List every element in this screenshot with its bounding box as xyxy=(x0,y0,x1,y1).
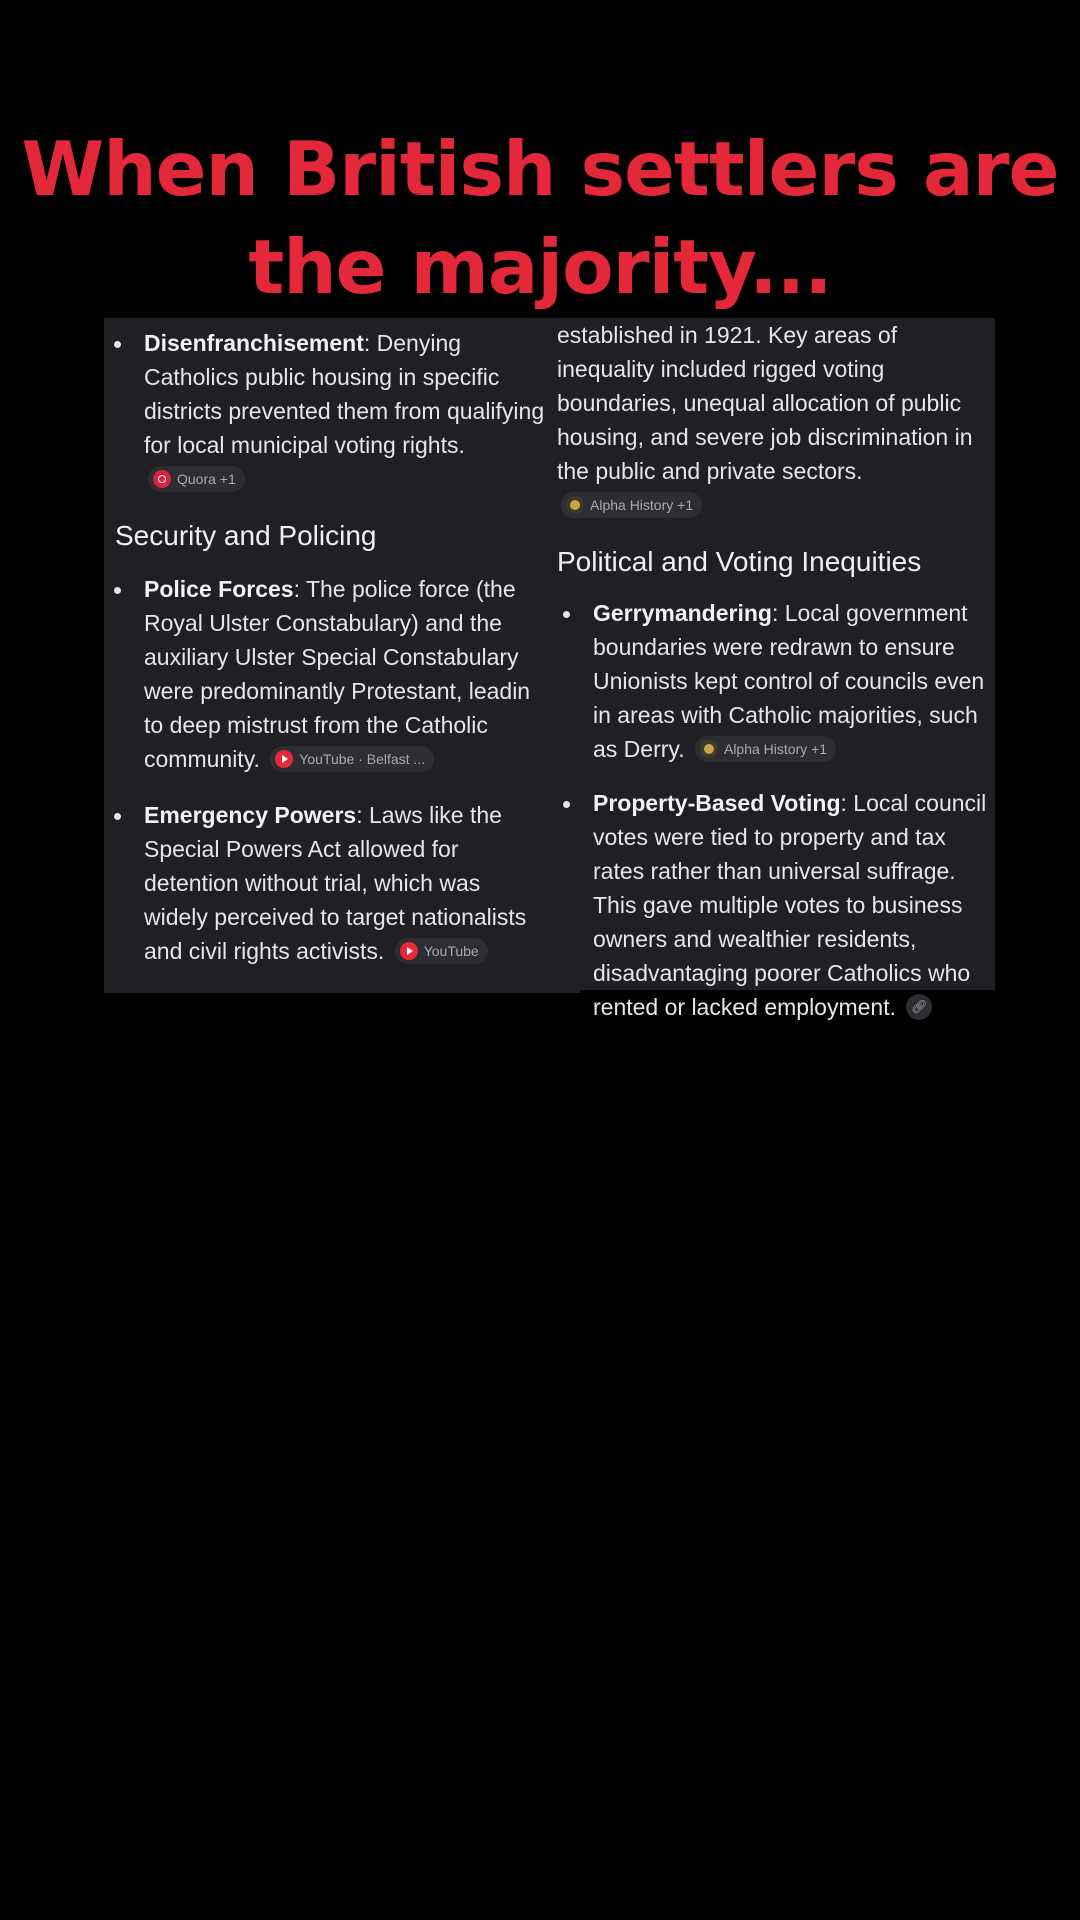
list-item-emergency-powers xyxy=(108,798,550,968)
youtube-icon xyxy=(400,942,418,960)
bullet-list xyxy=(108,572,550,968)
quora-icon xyxy=(153,470,171,488)
list-item-police-forces xyxy=(108,572,550,776)
source-chip-label: Quora +1 xyxy=(177,470,236,487)
section-heading-security: Security and Policing xyxy=(115,520,377,551)
source-chip-label: Alpha History +1 xyxy=(723,740,828,757)
bullet-term: Police Forces xyxy=(144,576,294,602)
section-heading-political: Political and Voting Inequities xyxy=(557,546,922,577)
source-chip-label: YouTube xyxy=(423,942,479,959)
right-screenshot-panel xyxy=(546,318,995,1020)
bullet-term: Gerrymandering xyxy=(593,600,772,626)
overlay-caption xyxy=(0,120,1080,316)
youtube-icon xyxy=(275,750,293,768)
link-icon[interactable]: 🔗︎ xyxy=(906,994,932,1020)
bullet-text: : The police force (the Royal Ulster Constabulary) and the auxiliary Ulster Special Constabulary were predominantly Protestant, leadin to deep mistrust from the Catholic community. xyxy=(144,576,531,772)
list-item-property-voting xyxy=(557,786,995,1024)
alpha-history-icon xyxy=(566,496,584,514)
bullet-text: : Laws like the Special Powers Act allowed for detention without trial, which was widely perceived to target nationalists and civil rights activists. xyxy=(144,802,527,964)
bullet-list xyxy=(108,326,550,496)
bullet-text: : Local council votes were tied to property and tax rates rather than universal suffrage. This gave multiple votes to business owners and wealthier residents, disadvantaging poorer Catholics who rented or lacked employment. xyxy=(593,790,987,1020)
source-chip-quora[interactable] xyxy=(148,466,245,492)
source-chip-youtube-belfast[interactable] xyxy=(270,746,434,772)
list-item-disenfranchisement xyxy=(108,326,550,496)
intro-paragraph xyxy=(557,318,995,522)
bullet-list xyxy=(557,596,995,1024)
bullet-term: Emergency Powers xyxy=(144,802,357,828)
source-chip-alpha-history[interactable] xyxy=(695,736,836,762)
bullet-term: Property-Based Voting xyxy=(593,790,841,816)
bullet-text: : Local government boundaries were redrawn to ensure Unionists kept control of councils even in areas with Catholic majorities, such as Derry. xyxy=(593,600,985,762)
list-item-gerrymandering xyxy=(557,596,995,766)
alpha-history-icon xyxy=(700,740,718,758)
source-chip-label: YouTube · Belfast ... xyxy=(299,750,426,767)
intro-text: established in 1921. Key areas of inequality included rigged voting boundaries, unequal allocation of public housing, and severe job discrimination in the public and private sectors. xyxy=(557,322,973,484)
source-chip-alpha-history[interactable] xyxy=(561,492,702,518)
source-chip-youtube[interactable] xyxy=(395,938,488,964)
bullet-term: Disenfranchisement xyxy=(144,330,364,356)
source-chip-label: Alpha History +1 xyxy=(590,496,694,513)
bullet-text: : Denying Catholics public housing in specific districts prevented them from qualifying for local municipal voting rights. xyxy=(144,330,545,458)
left-screenshot-panel xyxy=(104,318,580,993)
caption-line-2: the majority... xyxy=(248,223,832,311)
caption-line-1: When British settlers are xyxy=(21,125,1059,213)
